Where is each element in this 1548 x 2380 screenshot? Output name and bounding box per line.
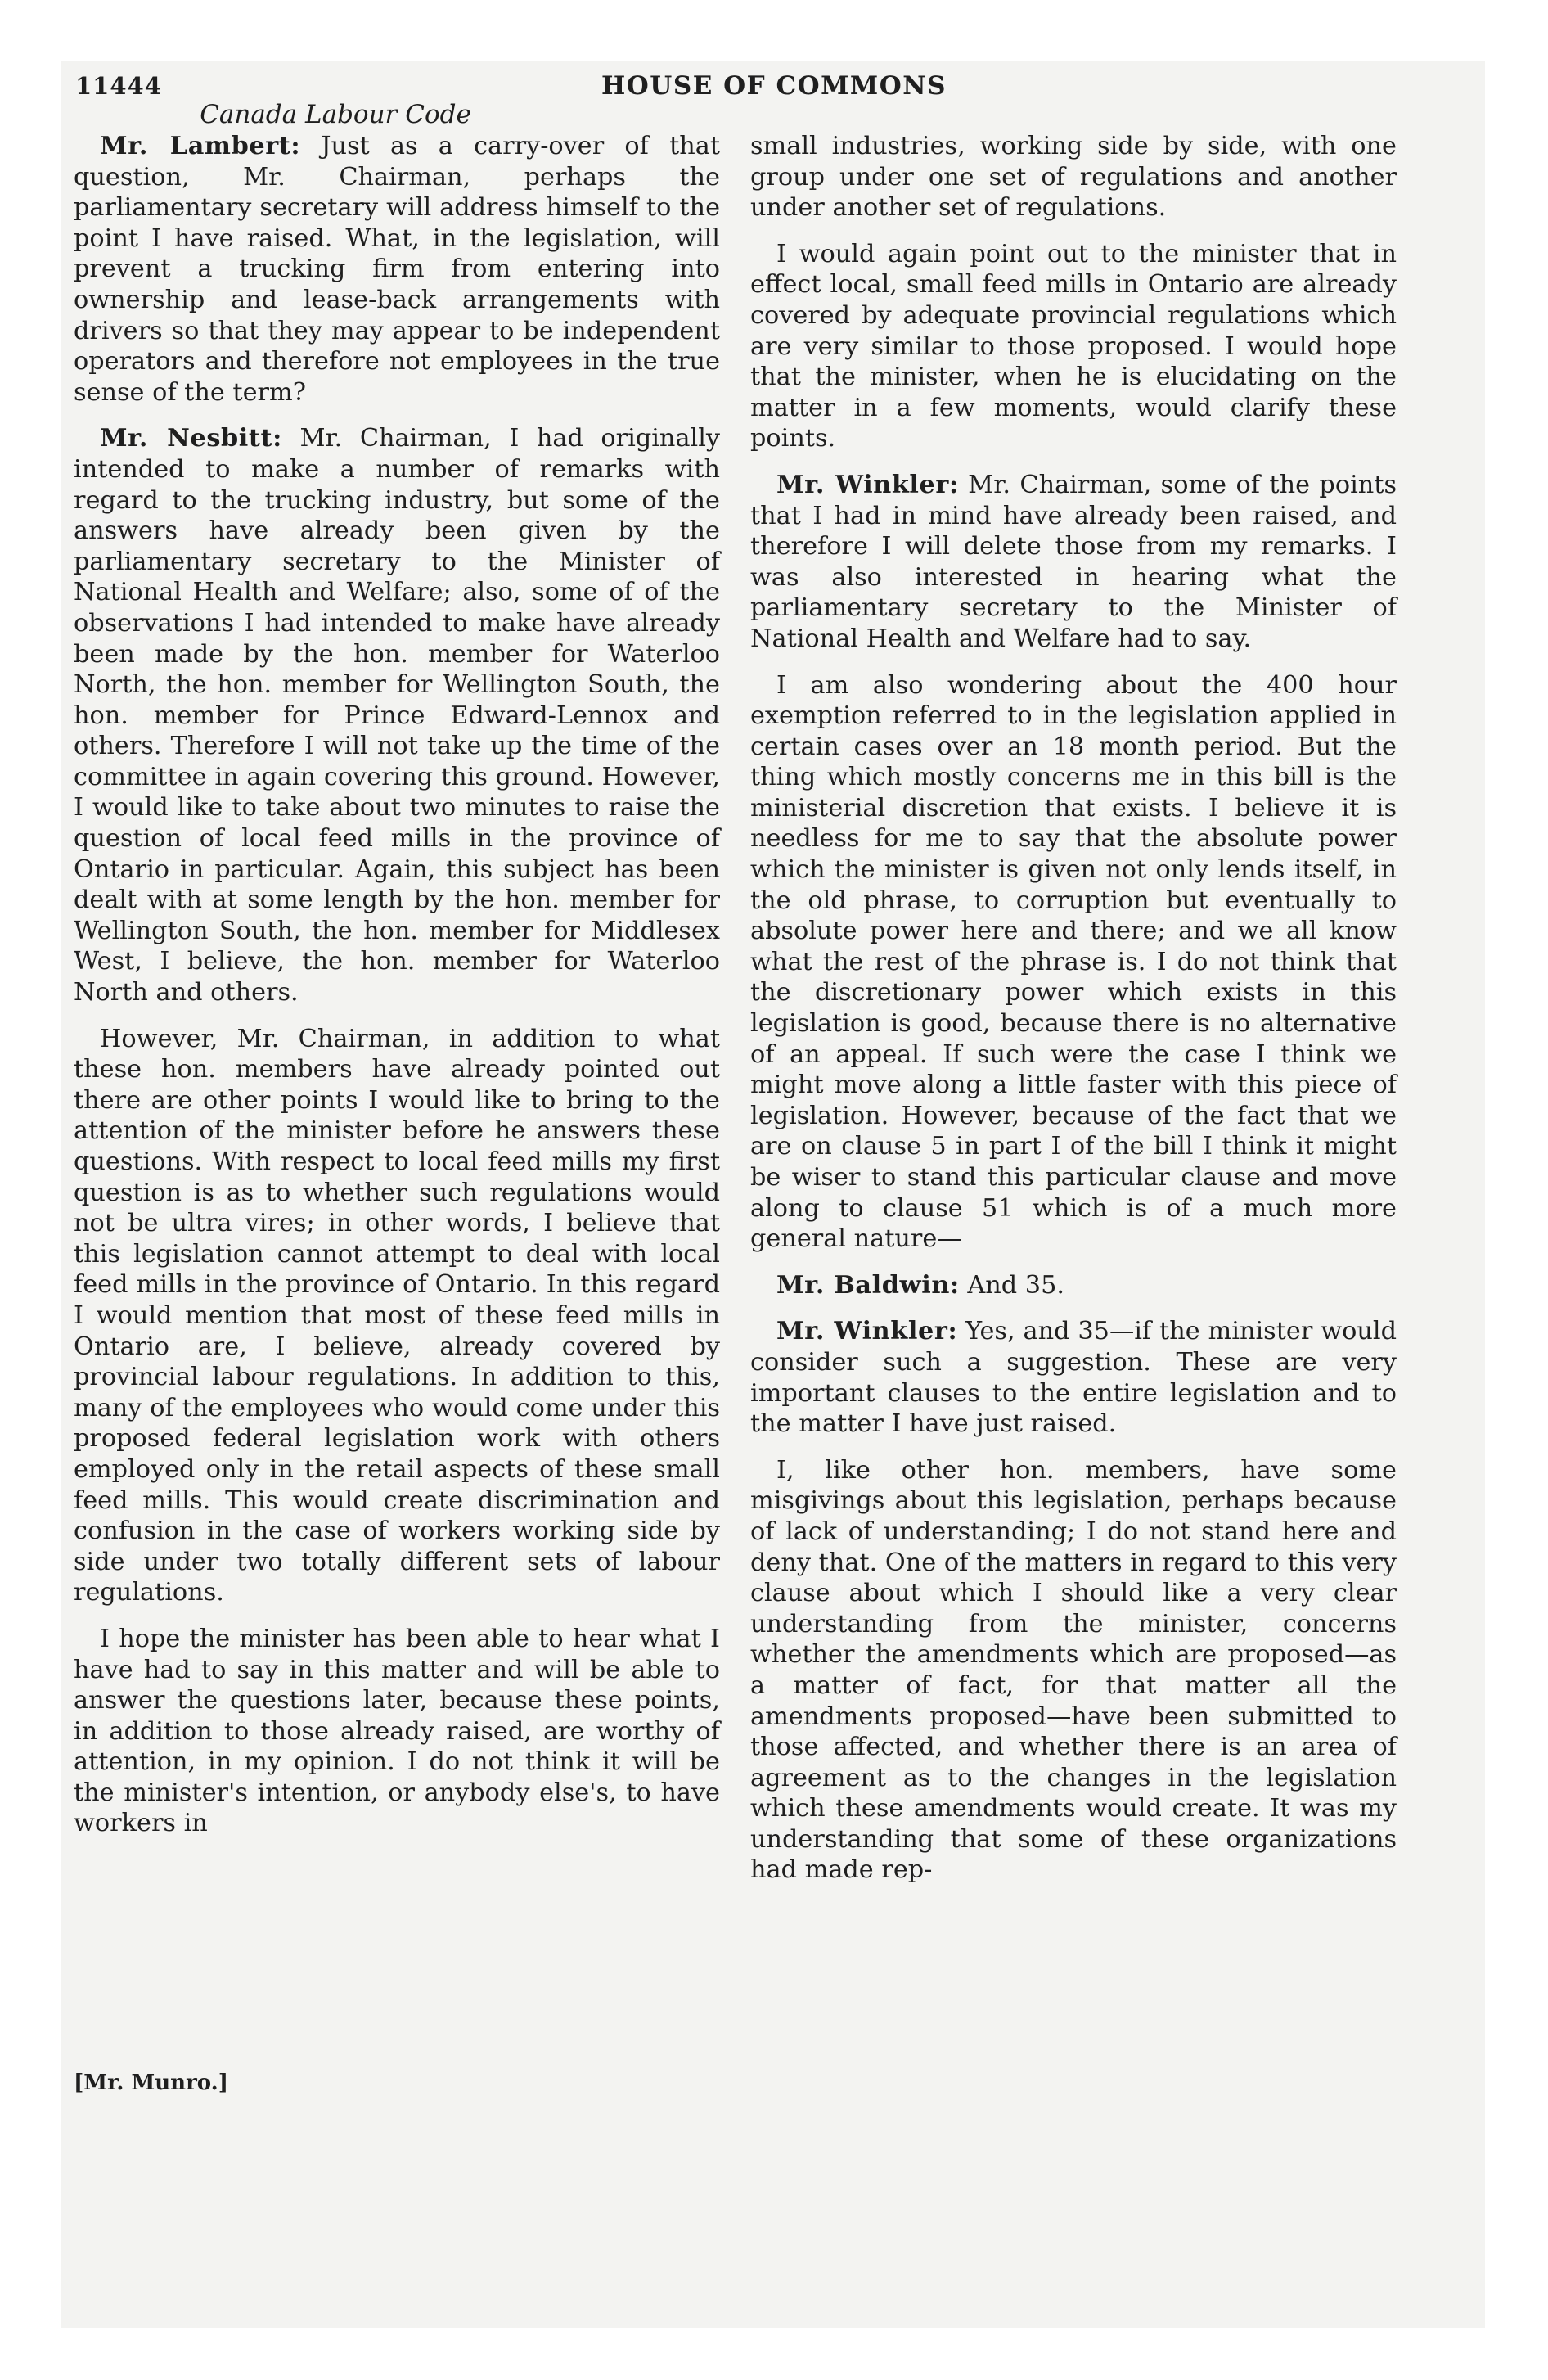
paragraph (74, 1024, 720, 1608)
paragraph (750, 1316, 1397, 1439)
paragraph-text: Mr. Chairman, I had originally intended to make a number of remarks with regard to the trucking industry, but some of the answers have already been given by the parliamentary secretary to the Minister of National Health and Welfare; also, some of of the observations I had intended to make have already been made by the hon. member for Waterloo North, the hon. member for Wellington South, the hon. member for Prince Edward-Lennox and others. Therefore I will not take up the time of the committee in again covering this ground. However, I would like to take about two minutes to raise the question of local feed mills in the province of Ontario in particular. Again, this subject has been dealt with at some length by the hon. member for Wellington South, the hon. member for Middlesex West, I believe, the hon. member for Waterloo North and others. (74, 424, 720, 1007)
speaker-name: Mr. Baldwin: (776, 1270, 960, 1300)
paragraph (750, 239, 1397, 454)
page-number: 11444 (75, 72, 162, 100)
paragraph (750, 470, 1397, 655)
paragraph-text: I, like other hon. members, have some misgivings about this legislation, perhaps because of lack of understanding; I do not stand here and deny that. One of the matters in regard to this very clause about which I should like a very clear understanding from the minister, concerns whether the amendments which are proposed—as a matter of fact, for that matter all the amendments proposed—have been submitted to those affected, and whether there is an area of agreement as to the changes in the legislation which these amendments would create. It was my understanding that some of these organizations had made rep- (750, 1455, 1397, 1885)
paragraph (74, 131, 720, 408)
speaker-name: Mr. Winkler: (776, 470, 959, 499)
paragraph-text: I am also wondering about the 400 hour exemption referred to in the legislation applied in certain cases over an 18 month period. But the thing which mostly concerns me in this bill is the ministerial discretion that exists. I believe it is needless for me to say that the absolute power which the minister is given not only lends itself, in the old phrase, to corruption but eventually to absolute power here and there; and we all know what the rest of the phrase is. I do not think that the discretionary power which exists in this legislation is good, because there is no alternative of an appeal. If such were the case I think we might move along a little faster with this piece of legislation. However, because of the fact that we are on clause 5 in part I of the bill I think it might be wiser to stand this particular clause and move along to clause 51 which is of a much more general nature— (750, 670, 1397, 1254)
paragraph (74, 1624, 720, 1839)
speaker-name: Mr. Lambert: (100, 132, 301, 160)
paragraph-text: Yes, and 35—if the minister would consider such a suggestion. These are very important clauses to the entire legislation and to the matter I have just raised. (750, 1317, 1397, 1439)
footer-speaker-tag: [Mr. Munro.] (74, 2071, 229, 2095)
paragraph-text: And 35. (967, 1270, 1064, 1300)
paragraph (750, 1455, 1397, 1886)
paragraph-text: Just as a carry-over of that question, Mr. Chairman, perhaps the parliamentary secretary will address himself to the point I have raised. What, in the legislation, will prevent a trucking firm from entering into ownership and lease-back arrangements with drivers so that they may appear to be independent operators and therefore not employees in the true sense of the term? (74, 132, 720, 407)
paragraph (750, 1270, 1397, 1301)
paragraph (74, 423, 720, 1007)
running-title: HOUSE OF COMMONS (601, 71, 947, 101)
paragraph-text: Mr. Chairman, some of the points that I had in mind have already been raised, and therefore I will delete those from my remarks. I was also interested in hearing what the parliamentary secretary to the Minister of National Health and Welfare had to say. (750, 470, 1397, 653)
section-title: Canada Labour Code (200, 100, 471, 129)
paragraph-text: small industries, working side by side, with one group under one set of regulations and another under another set of regulations. (750, 132, 1397, 223)
left-column (74, 131, 720, 1855)
paragraph-text: I hope the minister has been able to hear what I have had to say in this matter and will be able to answer the questions later, because these points, in addition to those already raised, are worthy of attention, in my opinion. I do not think it will be the minister's intention, or anybody else's, to have workers in (74, 1624, 720, 1838)
paragraph (750, 131, 1397, 223)
paragraph-text: I would again point out to the minister that in effect local, small feed mills in Ontario are already covered by adequate provincial regulations which are very similar to those proposed. I would hope that the minister, when he is elucidating on the matter in a few moments, would clarify these points. (750, 239, 1397, 453)
paragraph (750, 670, 1397, 1255)
speaker-name: Mr. Winkler: (776, 1317, 958, 1346)
paragraph-text: However, Mr. Chairman, in addition to what these hon. members have already pointed out there are other points I would like to bring to the attention of the minister before he answers these questions. With respect to local feed mills my first question is as to whether such regulations would not be ultra vires; in other words, I believe that this legislation cannot attempt to deal with local feed mills in the province of Ontario. In this regard I would mention that most of these feed mills in Ontario are, I believe, already covered by provincial labour regulations. In addition to this, many of the employees who would come under this proposed federal legislation work with others employed only in the retail aspects of these small feed mills. This would create discrimination and confusion in the case of workers working side by side under two totally different sets of labour regulations. (74, 1024, 720, 1607)
speaker-name: Mr. Nesbitt: (100, 424, 282, 453)
right-column (750, 131, 1397, 1901)
